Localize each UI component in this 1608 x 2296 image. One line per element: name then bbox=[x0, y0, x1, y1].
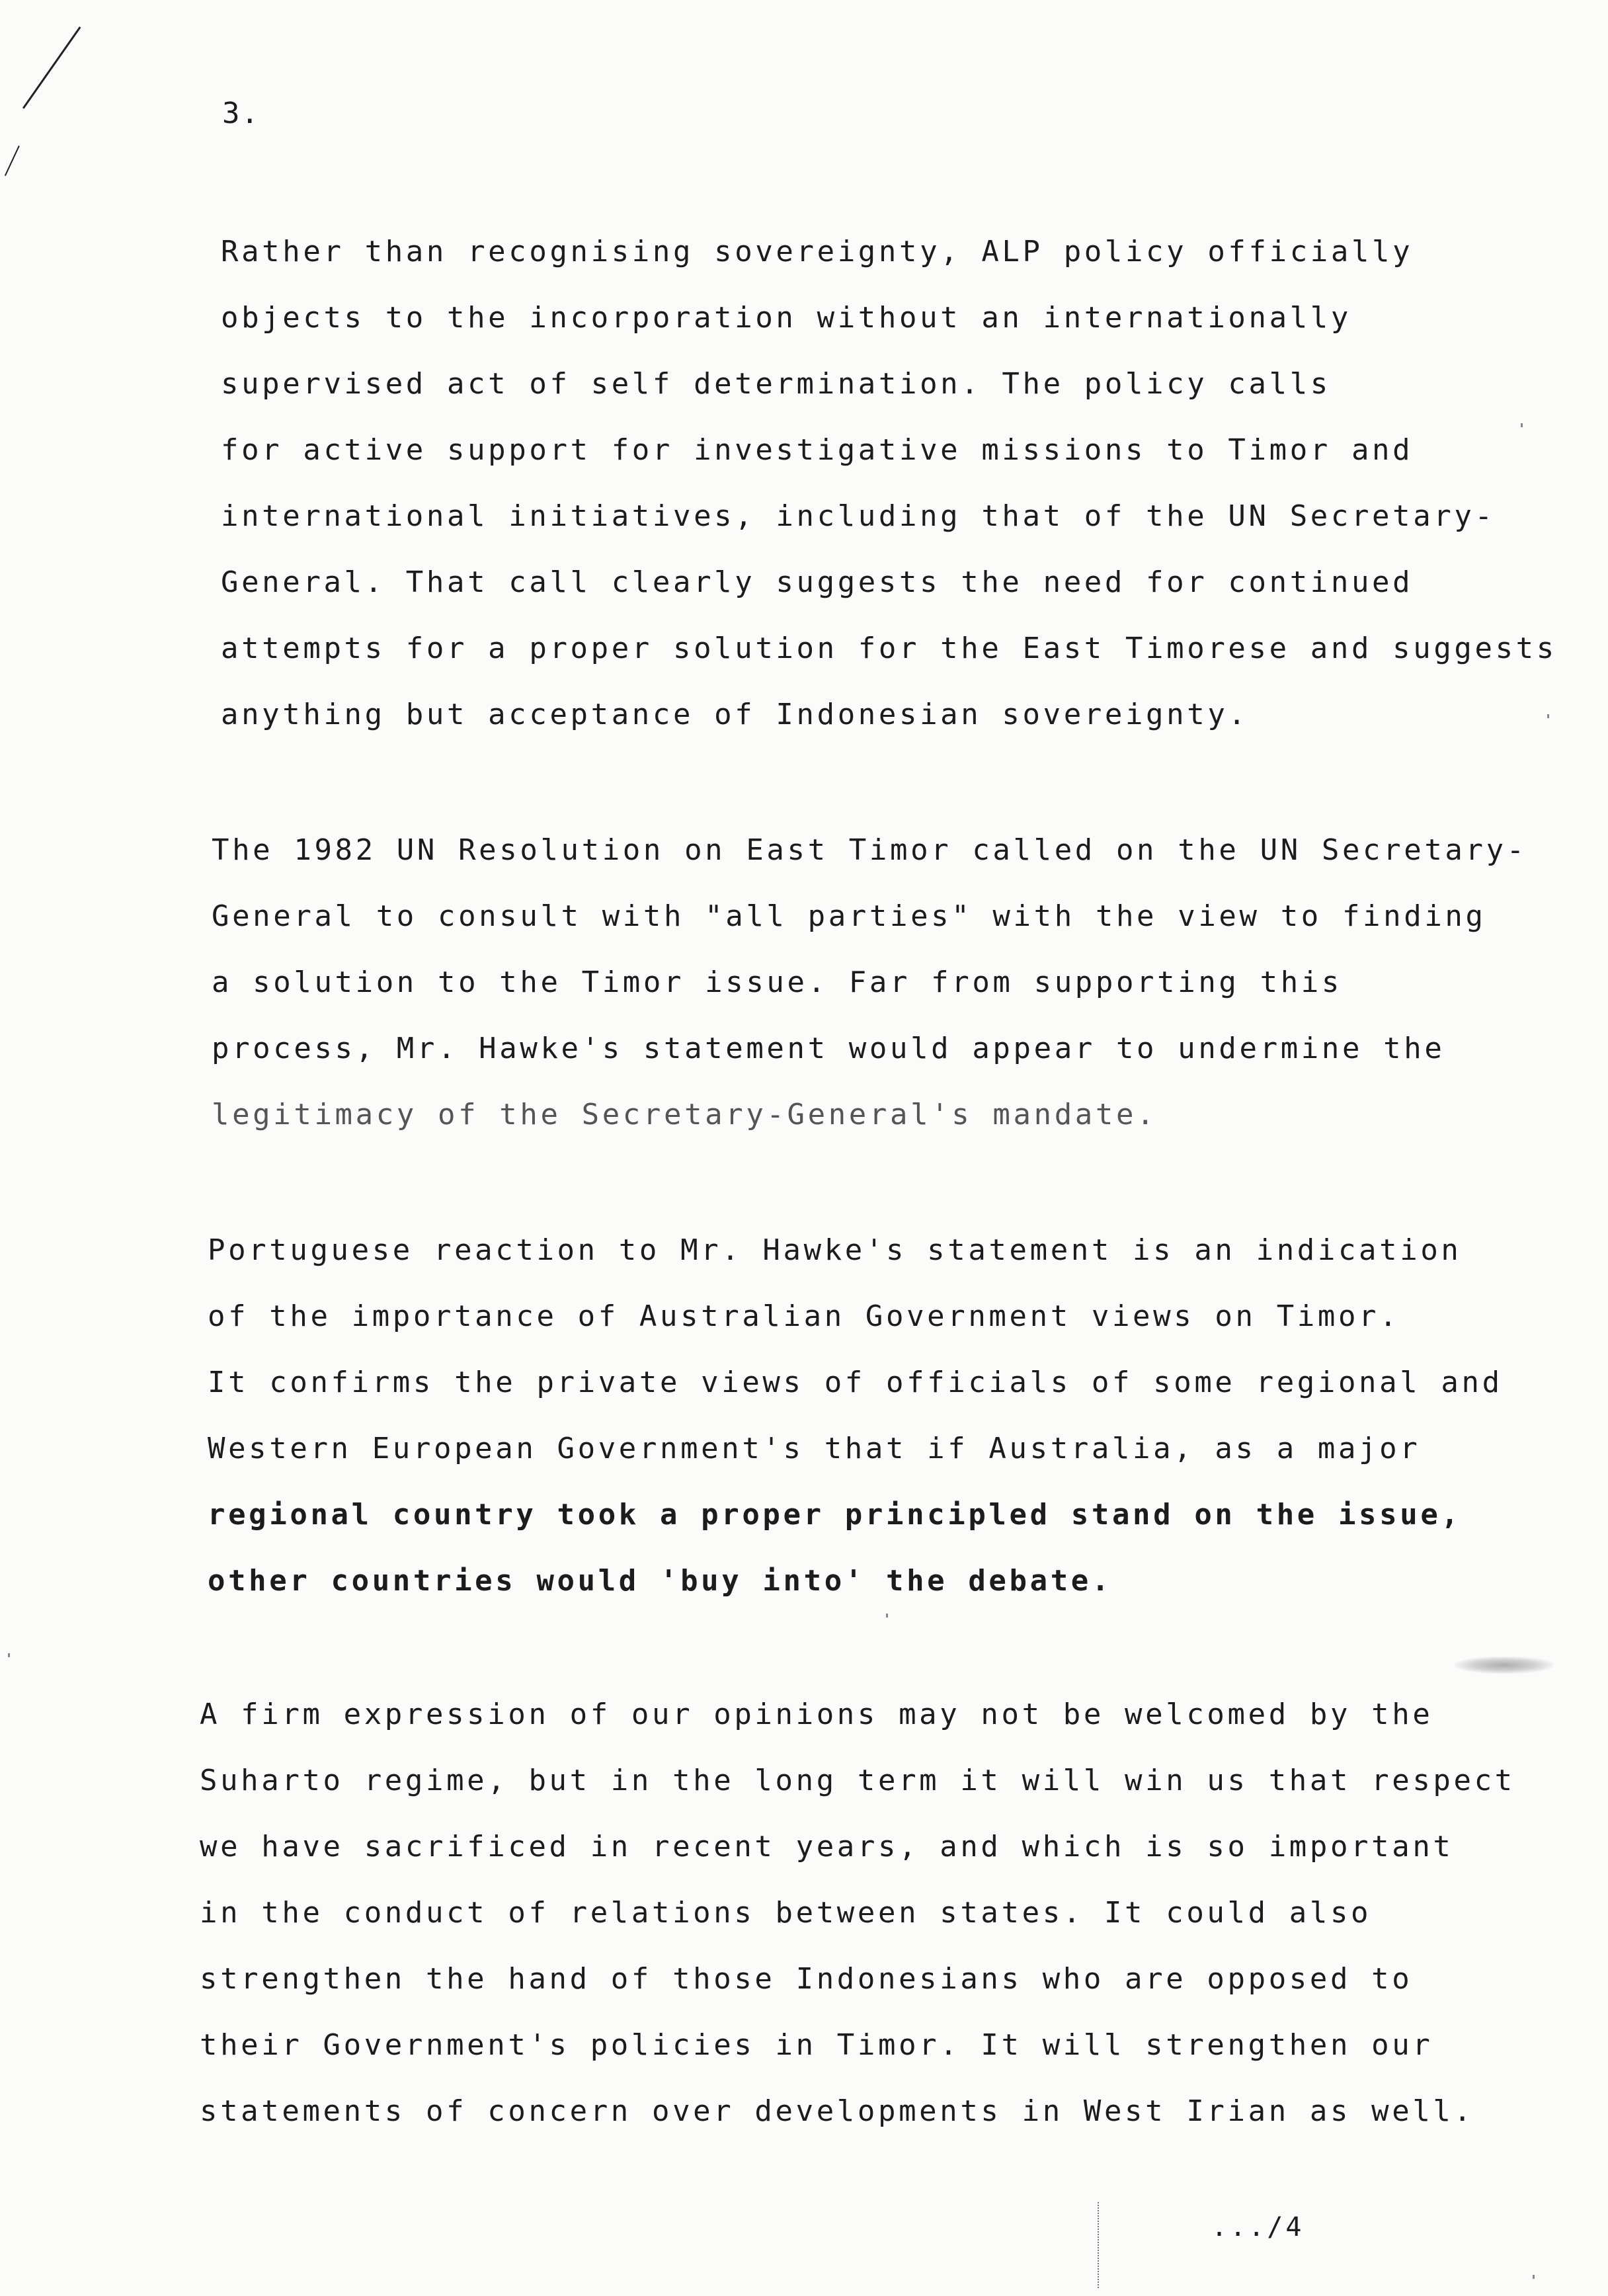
pen-stroke-mark bbox=[5, 145, 20, 176]
text-line: of the importance of Australian Government views on Timor. bbox=[208, 1299, 1400, 1333]
text-line: in the conduct of relations between states. It could also bbox=[200, 1896, 1372, 1930]
text-line: a solution to the Timor issue. Far from supporting this bbox=[212, 965, 1342, 999]
text-line: Rather than recognising sovereignty, ALP policy officially bbox=[221, 235, 1414, 268]
text-line: attempts for a proper solution for the East Timorese and suggests bbox=[221, 632, 1557, 665]
text-line: their Government's policies in Timor. It will strengthen our bbox=[200, 2028, 1433, 2062]
text-line: Suharto regime, but in the long term it will win us that respect bbox=[200, 1764, 1515, 1797]
text-line: The 1982 UN Resolution on East Timor called on the UN Secretary- bbox=[212, 833, 1527, 867]
scan-smudge bbox=[1455, 1657, 1554, 1674]
binding-mark bbox=[1098, 2202, 1103, 2288]
page-number: 3. bbox=[222, 97, 260, 130]
scan-speck bbox=[886, 1614, 888, 1618]
text-line: General. That call clearly suggests the need for continued bbox=[221, 565, 1414, 599]
text-line: for active support for investigative missions to Timor and bbox=[221, 433, 1414, 467]
paragraph-firm-expression bbox=[200, 1682, 1515, 2145]
paragraph-alp-policy bbox=[221, 219, 1557, 748]
text-line: A firm expression of our opinions may not be welcomed by the bbox=[200, 1698, 1433, 1731]
continuation-marker: .../4 bbox=[1211, 2212, 1305, 2242]
paragraph-portuguese-reaction bbox=[208, 1217, 1503, 1614]
text-line: Western European Government's that if Australia, as a major bbox=[208, 1432, 1421, 1465]
text-line: Portuguese reaction to Mr. Hawke's statement is an indication bbox=[208, 1233, 1462, 1267]
text-line: anything but acceptance of Indonesian sovereignty. bbox=[221, 698, 1249, 731]
scan-speck bbox=[8, 1653, 10, 1657]
text-line: legitimacy of the Secretary-General's mandate. bbox=[212, 1098, 1158, 1131]
text-line: other countries would 'buy into' the debate. bbox=[208, 1564, 1112, 1598]
scan-speck bbox=[1533, 2275, 1535, 2279]
text-line: supervised act of self determination. The policy calls bbox=[221, 367, 1331, 401]
text-line: we have sacrificed in recent years, and which is so important bbox=[200, 1830, 1454, 1864]
scan-speck bbox=[1521, 423, 1523, 427]
text-line: strengthen the hand of those Indonesians who are opposed to bbox=[200, 1962, 1413, 1996]
paragraph-un-resolution bbox=[212, 817, 1527, 1148]
pen-stroke-mark bbox=[22, 26, 81, 109]
text-line: General to consult with "all parties" with the view to finding bbox=[212, 899, 1486, 933]
text-line: objects to the incorporation without an internationally bbox=[221, 301, 1351, 335]
text-line: It confirms the private views of officials of some regional and bbox=[208, 1366, 1503, 1399]
text-line: regional country took a proper principled stand on the issue, bbox=[208, 1498, 1462, 1532]
text-line: statements of concern over developments in West Irian as well. bbox=[200, 2094, 1474, 2128]
text-line: international initiatives, including that of the UN Secretary- bbox=[221, 499, 1496, 533]
scan-speck bbox=[1547, 714, 1549, 718]
text-line: process, Mr. Hawke's statement would appear to undermine the bbox=[212, 1032, 1445, 1065]
